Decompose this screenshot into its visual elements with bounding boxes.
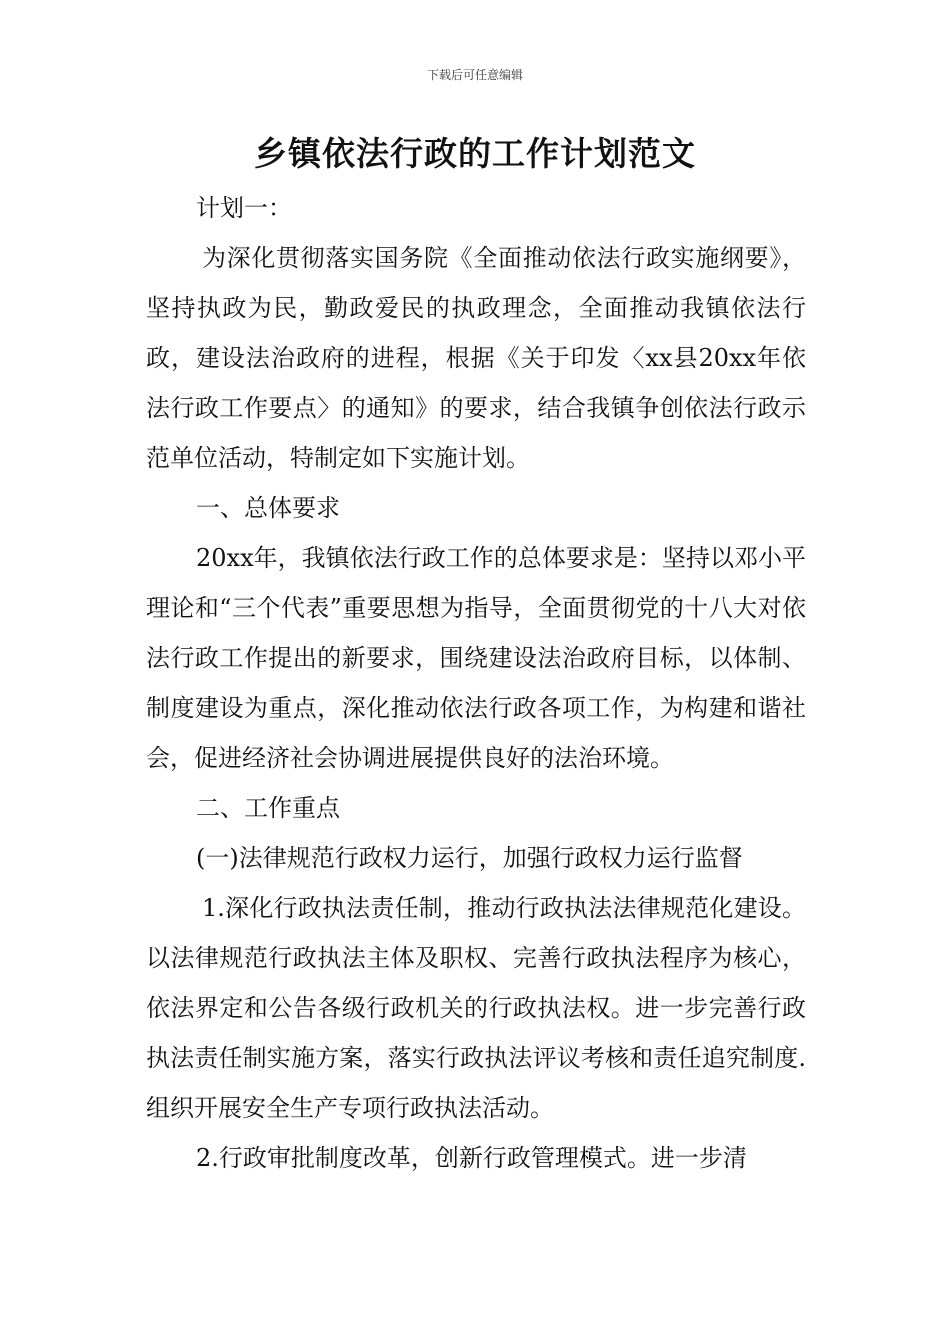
document-title: 乡镇依法行政的工作计划范文 (254, 134, 696, 173)
section-heading-overall: 一、总体要求 (196, 494, 340, 522)
document-body (146, 183, 806, 1183)
item-2-paragraph: 2.行政审批制度改革，创新行政管理模式。进一步清 (196, 1144, 747, 1172)
overall-requirements-paragraph: 20xx年，我镇依法行政工作的总体要求是：坚持以邓小平理论和“三个代表”重要思想为指导，全面贯彻党的十八大对依法行政工作提出的新要求，围绕建设法治政府目标，以体制、制度建设为重点，深化推动依法行政各项工作，为构建和谐社会，促进经济社会协调进展提供良好的法治环境。 (146, 544, 806, 772)
intro-paragraph: 为深化贯彻落实国务院《全面推动依法行政实施纲要》，坚持执政为民，勤政爱民的执政理念，全面推动我镇依法行政，建设法治政府的进程，根据《关于印发〈xx县20xx年依法行政工作要点〉的通知》的要求，结合我镇争创依法行政示范单位活动，特制定如下实施计划。 (146, 244, 806, 472)
section-heading-focus: 二、工作重点 (196, 794, 340, 822)
plan-label: 计划一： (196, 194, 292, 222)
item-1-paragraph: 1.深化行政执法责任制，推动行政执法法律规范化建设。以法律规范行政执法主体及职权、完善行政执法程序为核心，依法界定和公告各级行政机关的行政执法权。进一步完善行政执法责任制实施方案，落实行政执法评议考核和责任追究制度.组织开展安全生产专项行政执法活动。 (146, 894, 806, 1122)
header-note: 下载后可任意编辑 (426, 68, 523, 82)
subsection-heading-1: (一)法律规范行政权力运行，加强行政权力运行监督 (196, 844, 743, 872)
